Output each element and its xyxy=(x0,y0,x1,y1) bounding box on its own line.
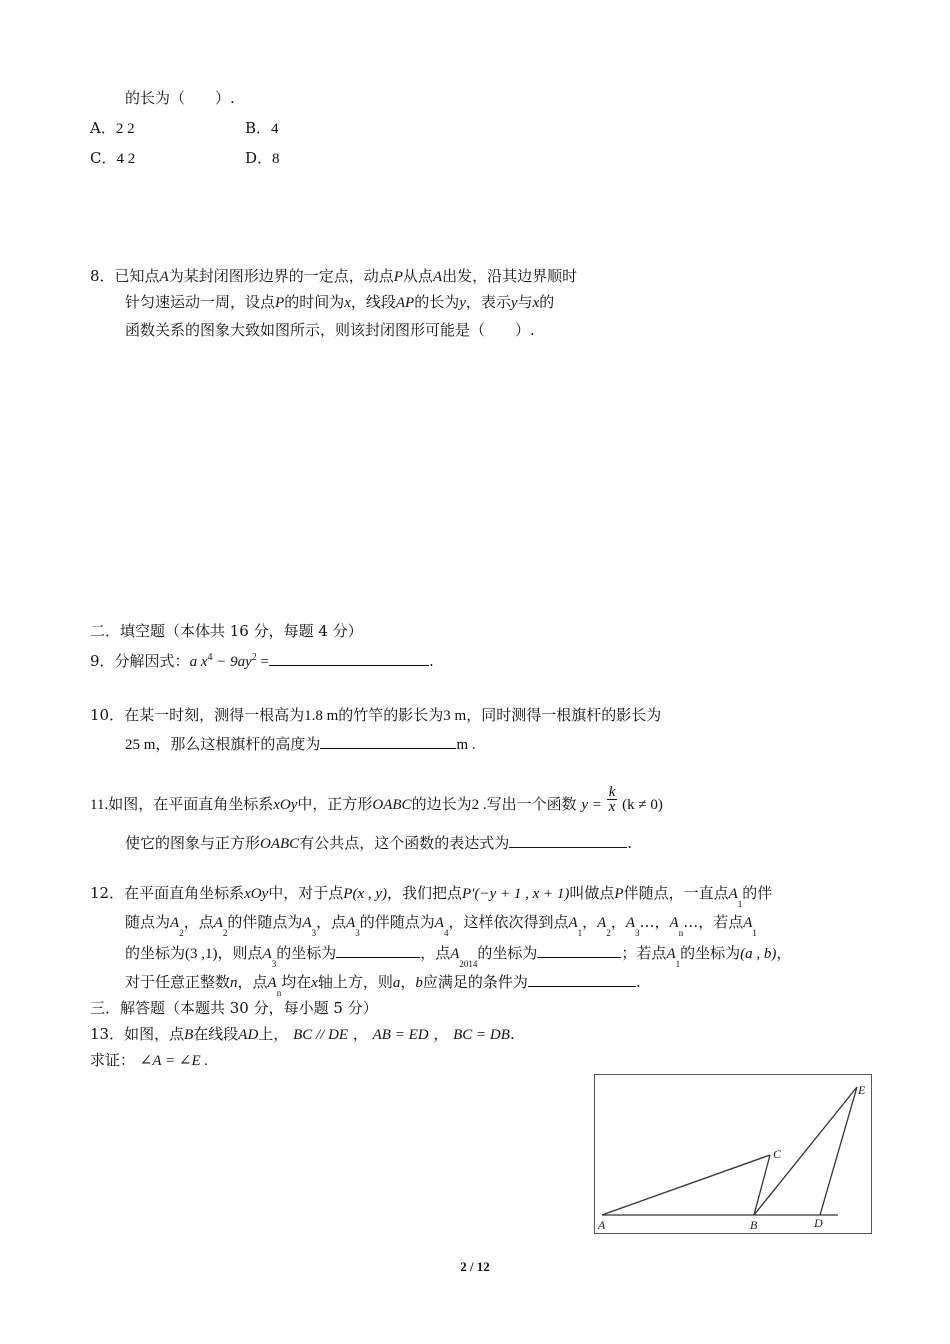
q12-line-3: 的坐标为(3 ,1)，则点$A_3$的坐标为 ，点$A_{2014}$的坐标为 ；若点$A_1$的坐标为(a , b)， xyxy=(125,944,792,969)
q10-line-1: 10．在某一时刻，测得一根高为1.8 m的竹竿的影长为3 m，同时测得一根旗杆的影长为 xyxy=(90,706,662,724)
q12-answer-blank-1[interactable] xyxy=(336,942,420,958)
q13-line-2: 求证： ∠A = ∠E . xyxy=(90,1051,209,1069)
q12-line-4: 对于任意正整数n，点$A_n$均在x轴上方，则a，b应满足的条件为 . xyxy=(125,973,641,998)
q13-figure xyxy=(594,1074,872,1234)
segment-ed xyxy=(820,1087,857,1215)
q7-option-a[interactable]: A．2 2 xyxy=(90,119,135,137)
q13-line-1: 13．如图，点B在线段AD上， BC // DE ， AB = ED ， BC = DB. xyxy=(90,1025,515,1043)
q8-line-1: 8．已知点A为某封闭图形边界的一定点，动点P从点A出发，沿其边界顺时 xyxy=(90,267,578,285)
label-d: D xyxy=(814,1216,823,1230)
q12-line-2: 随点为$A_2$，点$A_2$的伴随点为$A_3$，点$A_3$的伴随点为$A_4$，这样依次得到点$A_1$，$A_2$，$A_3\dots$，$A_n\dots$，若点$A_1$ xyxy=(125,913,757,938)
q10-line-2: 25 m，那么这根旗杆的高度为 m . xyxy=(125,735,476,753)
segment-ac xyxy=(602,1155,770,1215)
q11-answer-blank[interactable] xyxy=(509,832,627,848)
label-b: B xyxy=(750,1218,758,1232)
q7-option-b[interactable]: B．4 xyxy=(245,119,279,137)
section-2-heading: 二．填空题（本体共 16 分，每题 4 分） xyxy=(90,622,363,640)
q7-stem-tail: 的长为（ ）. xyxy=(125,89,235,107)
section-3-heading: 三．解答题（本题共 30 分，每小题 5 分） xyxy=(90,999,378,1017)
segment-be xyxy=(754,1087,857,1215)
q11-line-1: 11.如图，在平面直角坐标系xOy中，正方形OABC的边长为2 .写出一个函数 y = $\frac{k}{x}$ (k ≠ 0) xyxy=(90,783,663,815)
q7-option-c[interactable]: C．4 2 xyxy=(90,149,136,167)
page-number: 2 / 12 xyxy=(460,1259,490,1274)
q11-line-2: 使它的图象与正方形OABC有公共点，这个函数的表达式为 . xyxy=(125,834,632,852)
triangle-figure xyxy=(595,1075,871,1233)
q7-option-d[interactable]: D．8 xyxy=(245,149,280,167)
label-c: C xyxy=(773,1147,782,1161)
q8-line-3: 函数关系的图象大致如图所示，则该封闭图形可能是（ ）. xyxy=(125,321,535,339)
q9-answer-blank[interactable] xyxy=(269,650,429,666)
q10-answer-blank[interactable] xyxy=(320,733,456,749)
label-e: E xyxy=(858,1083,866,1097)
q8-line-2: 针匀速运动一周，设点P的时间为x，线段AP的长为y，表示y与x的 xyxy=(125,293,555,311)
q11-fraction: $\frac{k}{x}$ xyxy=(608,783,616,815)
label-a: A xyxy=(598,1218,606,1232)
q12-answer-blank-2[interactable] xyxy=(537,942,621,958)
q12-answer-blank-3[interactable] xyxy=(528,971,636,987)
q12-line-1: 12．在平面直角坐标系xOy中，对于点P(x , y)，我们把点P′(−y + 1 , x + 1)叫做点P伴随点，一直点$A_1$的伴 xyxy=(90,884,773,909)
q9: 9．分解因式：a $x^4 - 9ay^2$ = . xyxy=(90,652,434,670)
